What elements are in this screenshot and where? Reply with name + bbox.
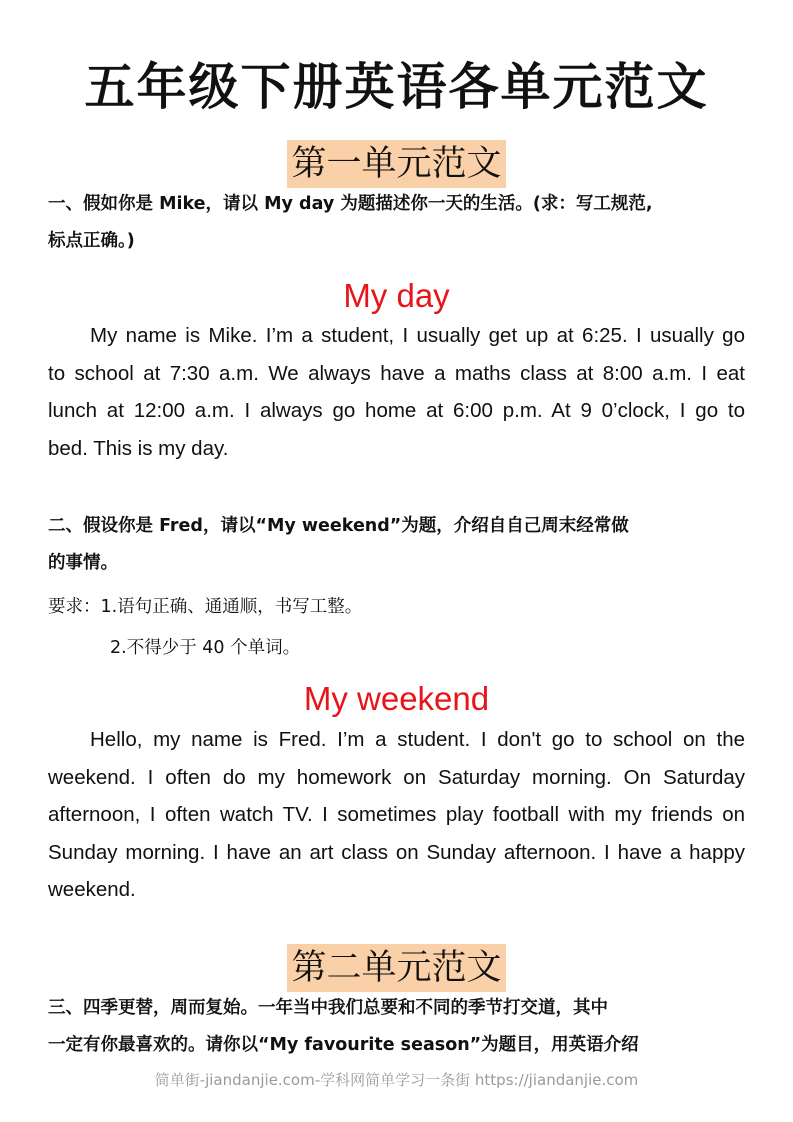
unit1b-prompt xyxy=(48,508,748,582)
requirement-1: 要求：1.语句正确、通通顺，书写工整。 xyxy=(48,597,363,617)
unit2-prompt xyxy=(48,990,748,1064)
unit1b-essay-body xyxy=(48,721,745,909)
essay-line: Hello, my name is Fred. I’m a student. I don't go to school on the xyxy=(90,728,745,751)
essay-line: weekend. I often do my homework on Saturday morning. On Saturday xyxy=(48,765,745,789)
requirement-2: 2.不得少于 40 个单词。 xyxy=(110,638,301,658)
essay-line: lunch at 12:00 a.m. I always go home at 6:00 p.m. At 9 0’clock, I go to xyxy=(48,399,745,422)
essay-line: Sunday morning. I have an art class on Sunday afternoon. I have a happy xyxy=(48,840,745,864)
essay-line: My name is Mike. I’m a student, I usually get up at 6:25. I usually go xyxy=(90,324,745,347)
unit1b-prompt-line: 二、假设你是 Fred，请以“My weekend”为题，介绍自自己周末经常做 xyxy=(48,516,629,536)
unit2-prompt-line: 三、四季更替，周而复始。一年当中我们总要和不同的季节打交道，其中 xyxy=(48,998,608,1018)
essay-line: weekend. xyxy=(48,878,136,901)
unit1b-essay-title: My weekend xyxy=(303,680,490,717)
unit2-heading xyxy=(0,944,793,992)
page-title: 五年级下册英语各单元范文 xyxy=(84,58,709,116)
unit1-essay-body xyxy=(48,317,745,467)
unit1-heading xyxy=(0,140,793,188)
essay-line: to school at 7:30 a.m. We always have a maths class at 8:00 a.m. I eat xyxy=(48,361,745,385)
unit1b-requirement xyxy=(48,589,748,626)
unit1-prompt-line: 标点正确。) xyxy=(48,231,135,251)
unit1b-prompt-line: 的事情。 xyxy=(48,553,118,573)
unit1-prompt xyxy=(48,186,748,260)
unit2-prompt-line: 一定有你最喜欢的。请你以“My favourite season”为题目，用英语介绍 xyxy=(48,1035,639,1055)
essay-line: afternoon, I often watch TV. I sometimes play football with my friends on xyxy=(48,803,745,826)
unit1-prompt-line: 一、假如你是 Mike，请以 My day 为题描述你一天的生活。(求：写工规范, xyxy=(48,194,653,214)
unit2-heading-text: 第二单元范文 xyxy=(287,944,505,992)
unit1b-requirement-2 xyxy=(110,630,793,667)
unit1-essay-title: My day xyxy=(343,277,450,314)
essay-line: bed. This is my day. xyxy=(48,436,229,460)
unit1-heading-text: 第一单元范文 xyxy=(287,140,505,188)
footer-watermark: 简单街-jiandanjie.com-学科网简单学习一条街 https://jiandanjie.com xyxy=(154,1071,639,1089)
